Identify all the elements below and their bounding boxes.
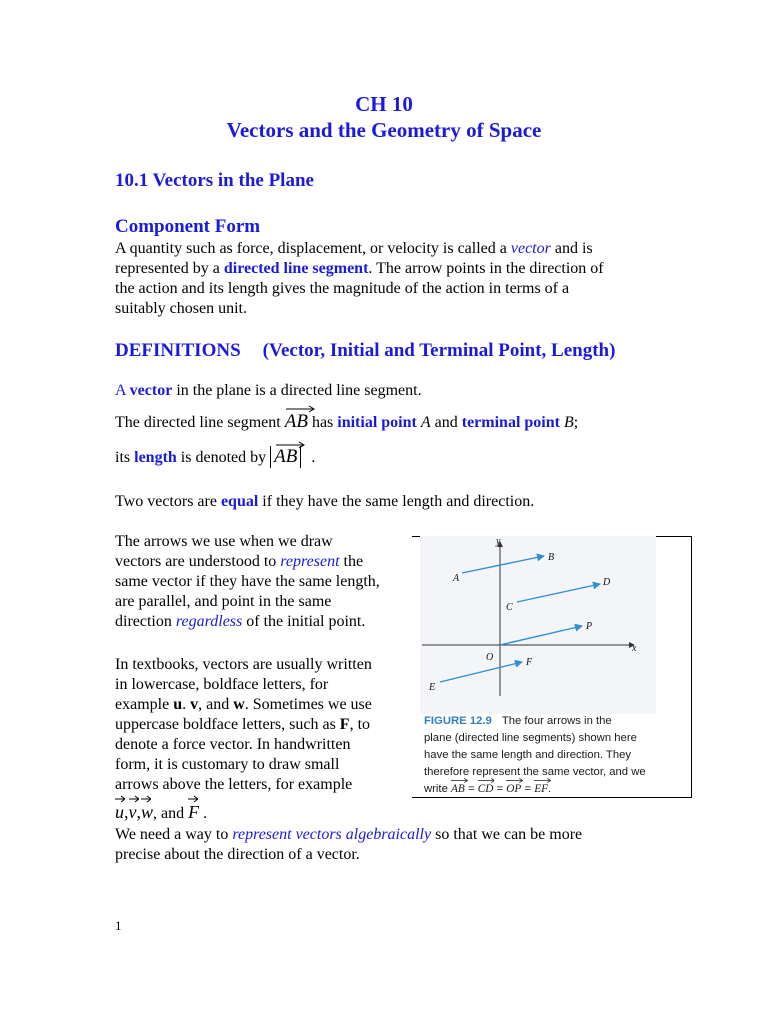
algebraic-paragraph: We need a way to represent vectors algebraically so that we can be more precise about the direction of a vector. <box>115 826 583 863</box>
point-C-label: C <box>506 602 513 613</box>
definition-vector-line: A vector in the plane is a directed line segment. <box>115 382 422 399</box>
cf-line-3: the action and its length gives the magnitude of the action in terms of a <box>115 280 570 297</box>
u-vector: u <box>115 802 124 822</box>
figure-equation: write AB = CD = OP = EF. <box>424 781 674 798</box>
component-form-paragraph <box>115 239 604 319</box>
regardless-term: regardless <box>175 613 243 630</box>
arrow-over-icon <box>285 405 315 413</box>
cf-line-1: A quantity such as force, displacement, or velocity is called a vector and is <box>115 240 593 257</box>
w-vector: w <box>141 802 153 822</box>
arrow-over-icon <box>188 795 198 803</box>
arrow-over-icon <box>141 795 151 803</box>
v-vector: v <box>129 802 137 822</box>
ab-magnitude: AB <box>270 446 301 468</box>
point-O-label: O <box>486 652 494 663</box>
arrow-over-icon <box>506 778 523 783</box>
equal-term: equal <box>220 493 259 510</box>
chapter-title: Vectors and the Geometry of Space <box>226 118 542 142</box>
figure-12-9-diagram <box>412 536 692 714</box>
textbooks-paragraph: In textbooks, vectors are usually written in lowercase, boldface letters, for example u. v, and w. Sometimes we use uppercase boldface letters, such as F, to denote a force vector. In handwritten form, it is customary to draw small arrows above the letters, for example <box>115 656 372 793</box>
arrows-paragraph: The arrows we use when we draw vectors are understood to represent the same vector if they have the same length, are parallel, and point in the same direction regardless of the initial point. <box>115 533 380 630</box>
figure-label: FIGURE 12.9 <box>424 715 492 727</box>
page-number: 1 <box>115 918 122 933</box>
arrow-over-icon <box>534 778 551 783</box>
point-F-label: F <box>526 657 533 668</box>
definitions-heading: DEFINITIONS (Vector, Initial and Terminal Point, Length) <box>115 340 616 361</box>
arrow-over-icon <box>478 778 495 783</box>
F-vector: F <box>188 802 199 822</box>
figure-caption: FIGURE 12.9 The four arrows in the plane (directed line segments) shown here have the same length and direction. They therefore represent the same vector, and we write AB = CD = OP = EF. <box>424 713 674 798</box>
arrow-over-icon <box>115 795 125 803</box>
represent-algebraically-term: represent vectors algebraically <box>232 826 432 843</box>
section-heading: 10.1 Vectors in the Plane <box>115 170 314 191</box>
arrow-over-icon <box>451 778 468 783</box>
y-axis-label: y <box>496 536 501 547</box>
arrow-over-icon <box>275 441 305 449</box>
figure-plot-background <box>420 536 656 714</box>
handwritten-vectors-line: u, v, w, and F . <box>115 802 207 824</box>
equal-paragraph: Two vectors are equal if they have the same length and direction. <box>115 493 535 510</box>
definition-length-line: its length is denoted by AB . <box>115 446 315 468</box>
represent-term: represent <box>280 553 340 570</box>
chapter-number: CH 10 <box>355 92 413 116</box>
x-axis-label: x <box>632 643 637 654</box>
initial-point-term: initial point <box>337 414 417 431</box>
vector-term-2: vector <box>129 382 173 399</box>
length-term: length <box>134 449 177 466</box>
definitions-subheading: (Vector, Initial and Terminal Point, Length) <box>262 340 616 361</box>
point-D-label: D <box>603 577 611 588</box>
arrow-over-icon <box>129 795 139 803</box>
ab-vector: AB <box>285 412 308 432</box>
directed-line-segment-term: directed line segment <box>223 260 369 277</box>
component-form-heading: Component Form <box>115 216 261 237</box>
point-P-label: P <box>586 621 593 632</box>
point-E-label: E <box>429 682 436 693</box>
cf-line-4: suitably chosen unit. <box>115 300 247 317</box>
vector-term: vector <box>510 240 551 257</box>
terminal-point-term: terminal point <box>461 414 560 431</box>
point-B-label: B <box>548 552 555 563</box>
cf-line-2: represented by a directed line segment. The arrow points in the direction of <box>115 260 604 277</box>
point-A-label: A <box>453 573 460 584</box>
definition-segment-line: The directed line segment AB has initial point A and terminal point B; <box>115 412 578 433</box>
